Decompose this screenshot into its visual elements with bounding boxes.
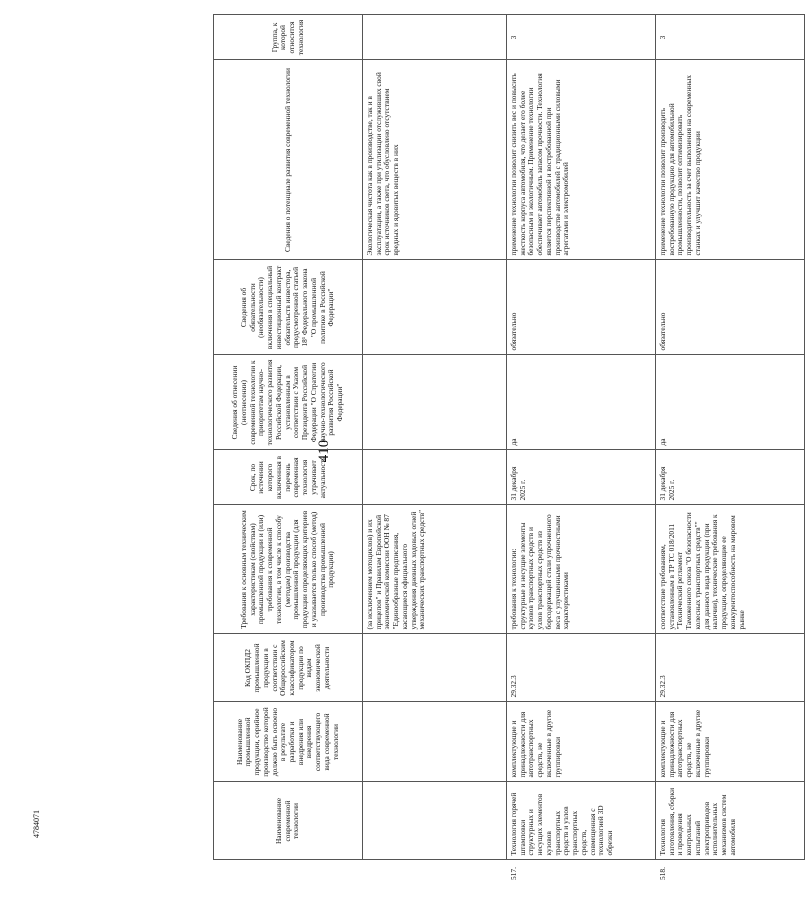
cell-deadline: 31 декабря 2025 г. [656,450,805,505]
page-number: 410 [316,439,332,463]
cell-group: 3 [507,15,656,60]
cont-num [363,860,507,880]
header-num-blank [214,860,363,880]
cell-mandatory: обязательно [656,260,805,355]
cell-technology: Технология изготовления, сборки и проведения контрольных испытаний электроприводов исполнительных механизмов систем автомобиля [656,782,805,860]
row-number: 517. [507,860,656,880]
cell-potential: применение технологии позволит снизить вес и повысить жесткость корпуса автомобиля, что делает его более безопасным и экологичным. Применение технологии обеспечивает автомобиль запасом прочности. Технология является перспективной и востребованной при производстве автомобилей с традиционными силовыми агрегатами и электромобилей [507,60,656,260]
cell-requirements: соответствие требованиям, установленным в ТР ТС 018/2011 "Технический регламент Таможенного союза "О безопасности колесных транспортных средств"" для данного вида продукции (при наличии), технические требования к продукции, определяющие ее конкурентоспособность на мировом рынке [656,505,805,634]
header-group: Группа, к которой относится технология [214,15,363,60]
cell-priority: да [656,355,805,450]
cell-okpd: 29.32.3 [656,634,805,702]
header-deadline: Срок, по истечении которого включенная в перечень современная технология утрачивает актуальность [214,450,363,505]
cont-okpd [363,634,507,702]
cont-deadline [363,450,507,505]
cont-priority [363,355,507,450]
header-okpd: Код ОКПД2 промышленной продукции в соответствии с Общероссийским классификатором продукции по видам экономической деятельности [214,634,363,702]
cont-product [363,702,507,782]
header-row [214,15,363,880]
cell-mandatory: обязательно [507,260,656,355]
cell-group: 3 [656,15,805,60]
cont-group [363,15,507,60]
cell-product: комплектующие и принадлежности для автотранспортных средств, не включенные в другие группировки [656,702,805,782]
continuation-row [363,15,507,880]
document-code: 4784071 [32,810,41,838]
header-requirements: Требования к основным техническим характеристикам (свойствам) промышленной продукции и (или) требования к современной технологии, в том числе к способу (методам) производства промышленной продукции (для продукции определяющих критериев и указывается только способ (метод) производства промышленной продукции) [214,505,363,634]
cell-okpd: 29.32.3 [507,634,656,702]
header-product: Наименование промышленной продукции, серийное производство которой должно быть освоено в результате разработки и внедрения или внедрения соответствующего вида современной технологии [214,702,363,782]
row-number: 518. [656,860,805,880]
header-priority: Сведения об отнесении (неотнесении) современной технологии к приоритетам научно-технологического развития Российской Федерации, установленным в соответствии с Указом Президента Российской Федерации "О Стратегии научно-технологического развития Российской Федерации" [214,355,363,450]
cell-requirements: требования к технологии: структурные и несущие элементы кузовов транспортных средств и узлов транспортных средств из борсодержащей стали упрочненного веса с улучшенными прочностными характеристиками [507,505,656,634]
cell-product: комплектующие и принадлежности для автотранспортных средств, не включенные в другие группировки [507,702,656,782]
header-mandatory: Сведения об обязательности (необязательности) включения в специальный инвестиционный контракт обязательств инвестора, предусмотренной статьей 18¹ Федерального закона "О промышленной политике в Российской Федерации" [214,260,363,355]
cell-technology: Технология горячей штамповки структурных и несущих элементов кузовов транспортных средств и узлов транспортных средств, совмещенная с технологией 3D обрезки [507,782,656,860]
table-row [656,15,805,880]
cell-potential: применение технологии позволит производить востребованную продукцию для автомобильной промышленности, позволит оптимизировать производительность за счет выполнения на современных станках и улучшит качество продукции [656,60,805,260]
cont-mandatory [363,260,507,355]
header-technology: Наименование современной технологии [214,782,363,860]
cont-potential: Экологическая чистота как в производстве, так и в эксплуатации, а также при утилизации отслуживших свой срок источников света, что обусловлено отсутствием вредных и ядовитых веществ в них [363,60,507,260]
header-potential: Сведения о потенциале развития современной технологии [214,60,363,260]
cont-requirements: (за исключением мотоциклов) и их прицепов" и Правилам Европейской экономической комиссии ООН № 87 "Единообразные предписания, касающиеся официального утверждения дневных ходовых огней механических транспортных средств" [363,505,507,634]
cell-deadline: 31 декабря 2025 г. [507,450,656,505]
technology-table-rotated [213,15,746,880]
table-row [507,15,656,880]
cell-priority: да [507,355,656,450]
cont-technology [363,782,507,860]
technology-table [213,15,805,881]
